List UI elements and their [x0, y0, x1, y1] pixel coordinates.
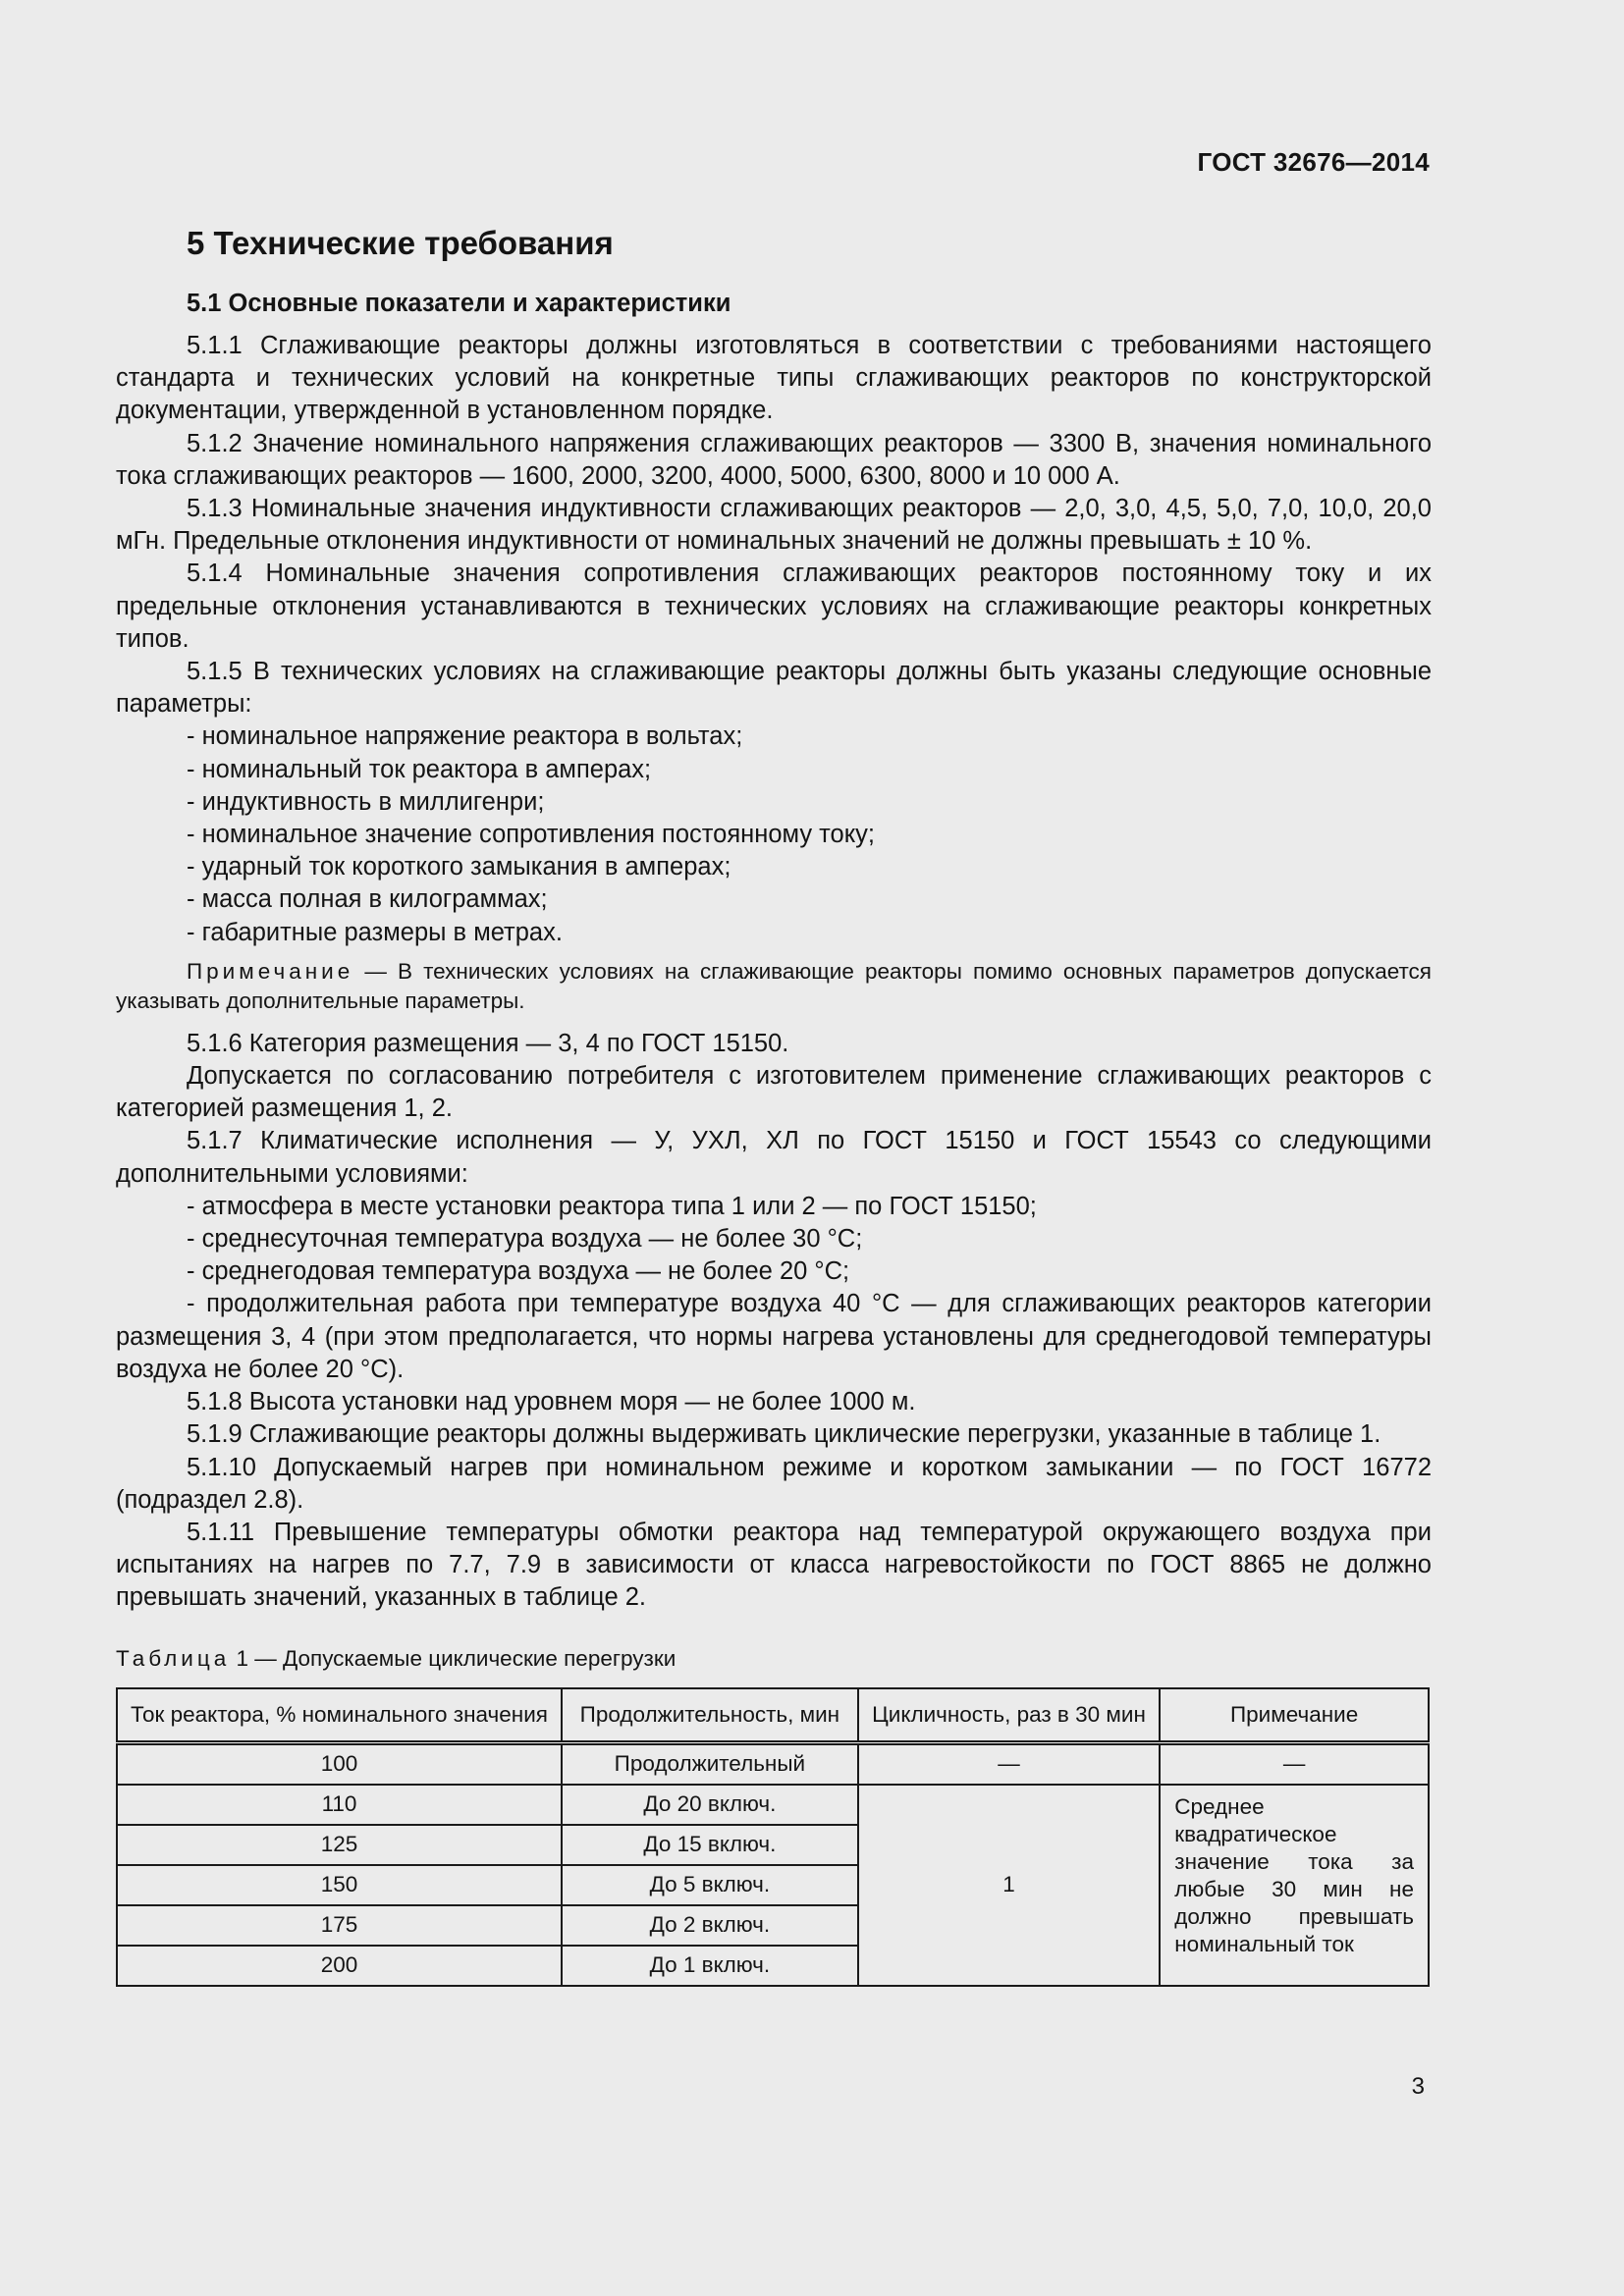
- table-cell: Продолжительный: [562, 1742, 858, 1785]
- table-cell-cyclicity: 1: [858, 1785, 1160, 1986]
- list-item: - номинальное напряжение реактора в вольтах;: [187, 722, 743, 751]
- content-body: [116, 222, 1432, 1987]
- parameters-list: [116, 721, 1432, 948]
- column-header: Ток реактора, % номинального значения: [117, 1688, 562, 1743]
- table-cell: До 2 включ.: [562, 1905, 858, 1946]
- table-header-row: [117, 1688, 1429, 1743]
- paragraph-5-1-6: 5.1.6 Категория размещения — 3, 4 по ГОСТ 15150.: [187, 1029, 789, 1057]
- table-caption-text: 1 — Допускаемые циклические перегрузки: [230, 1645, 677, 1671]
- paragraph-5-1-4: 5.1.4 Номинальные значения сопротивления сглаживающих реакторов постоянному току и их предельные отклонения устанавливаются в технических условиях на сглаживающие реакторы конкретных типов.: [116, 560, 1432, 653]
- table-cell: 100: [117, 1742, 562, 1785]
- table-cell-note: Среднее квадратическое значение тока за любые 30 мин не должно превышать номинальный ток: [1160, 1785, 1429, 1986]
- overload-table: [116, 1687, 1430, 1987]
- subsection-title: 5.1 Основные показатели и характеристики: [187, 290, 731, 317]
- paragraph-5-1-2: 5.1.2 Значение номинального напряжения сглаживающих реакторов — 3300 В, значения номинального тока сглаживающих реакторов — 1600, 2000, 3200, 4000, 5000, 6300, 8000 и 10 000 А.: [116, 429, 1432, 490]
- paragraph-5-1-7: 5.1.7 Климатические исполнения — У, УХЛ, ХЛ по ГОСТ 15150 и ГОСТ 15543 со следующими дополнительными условиями:: [116, 1127, 1432, 1188]
- table-cell: 175: [117, 1905, 562, 1946]
- table-caption: [116, 1644, 1432, 1674]
- table-cell: —: [1160, 1742, 1429, 1785]
- column-header: Примечание: [1160, 1688, 1429, 1743]
- paragraph-5-1-10: 5.1.10 Допускаемый нагрев при номинальном режиме и коротком замыкании — по ГОСТ 16772 (подраздел 2.8).: [116, 1453, 1432, 1514]
- table-row: [117, 1742, 1429, 1785]
- page-number: 3: [1411, 2073, 1425, 2100]
- table-cell: 110: [117, 1785, 562, 1825]
- table-cell: 150: [117, 1865, 562, 1905]
- table-cell: —: [858, 1742, 1160, 1785]
- paragraph-5-1-8: 5.1.8 Высота установки над уровнем моря — не более 1000 м.: [187, 1388, 916, 1416]
- table-cell: До 1 включ.: [562, 1946, 858, 1986]
- paragraph-5-1-6-extra: Допускается по согласованию потребителя с изготовителем применение сглаживающих реакторов с категорией размещения 1, 2.: [116, 1062, 1432, 1123]
- note-label: Примечание: [187, 958, 354, 984]
- paragraph-5-1-1: 5.1.1 Сглаживающие реакторы должны изготовляться в соответствии с требованиями настоящего стандарта и технических условий на конкретные типы сглаживающих реакторов по конструкторской документации, утвержденной в установленном порядке.: [116, 332, 1432, 425]
- list-item: - масса полная в килограммах;: [187, 885, 548, 914]
- table-caption-label: Таблица: [116, 1645, 231, 1671]
- list-item: - габаритные размеры в метрах.: [187, 918, 563, 946]
- table-cell: До 20 включ.: [562, 1785, 858, 1825]
- table-cell: До 5 включ.: [562, 1865, 858, 1905]
- table-cell: 200: [117, 1946, 562, 1986]
- list-item: - номинальный ток реактора в амперах;: [187, 755, 652, 783]
- document-code: ГОСТ 32676—2014: [1197, 147, 1430, 177]
- list-item: - продолжительная работа при температуре воздуха 40 °С — для сглаживающих реакторов категории размещения 3, 4 (при этом предполагается, что нормы нагрева установлены для среднегодовой температуры воздуха не более 20 °С).: [116, 1290, 1432, 1383]
- list-item: - атмосфера в месте установки реактора типа 1 или 2 — по ГОСТ 15150;: [187, 1192, 1037, 1220]
- paragraph-5-1-9: 5.1.9 Сглаживающие реакторы должны выдерживать циклические перегрузки, указанные в таблице 1.: [187, 1420, 1381, 1449]
- paragraph-5-1-5: 5.1.5 В технических условиях на сглаживающие реакторы должны быть указаны следующие основные параметры:: [116, 658, 1432, 719]
- table-row: [117, 1785, 1429, 1825]
- list-item: - среднесуточная температура воздуха — не более 30 °С;: [187, 1225, 863, 1254]
- list-item: - ударный ток короткого замыкания в амперах;: [187, 853, 731, 881]
- list-item: - индуктивность в миллигенри;: [187, 787, 545, 816]
- table-cell: До 15 включ.: [562, 1825, 858, 1865]
- column-header: Цикличность, раз в 30 мин: [858, 1688, 1160, 1743]
- note: [116, 957, 1432, 1016]
- column-header: Продолжительность, мин: [562, 1688, 858, 1743]
- note-text: — В технических условиях на сглаживающие реакторы помимо основных параметров допускается указывать дополнительные параметры.: [116, 958, 1432, 1013]
- paragraph-5-1-11: 5.1.11 Превышение температуры обмотки реактора над температурой окружающего воздуха при испытаниях на нагрев по 7.7, 7.9 в зависимости от класса нагревостойкости по ГОСТ 8865 не должно превышать значений, указанных в таблице 2.: [116, 1518, 1432, 1612]
- list-item: - номинальное значение сопротивления постоянному току;: [187, 821, 876, 849]
- list-item: - среднегодовая температура воздуха — не более 20 °С;: [187, 1257, 850, 1286]
- paragraph-5-1-3: 5.1.3 Номинальные значения индуктивности сглаживающих реакторов — 2,0, 3,0, 4,5, 5,0, 7,0, 10,0, 20,0 мГн. Предельные отклонения индуктивности от номинальных значений не должны превышать ± 10 %.: [116, 495, 1432, 556]
- section-title: 5 Технические требования: [187, 225, 614, 261]
- climate-conditions-list: [116, 1191, 1432, 1386]
- table-cell: 125: [117, 1825, 562, 1865]
